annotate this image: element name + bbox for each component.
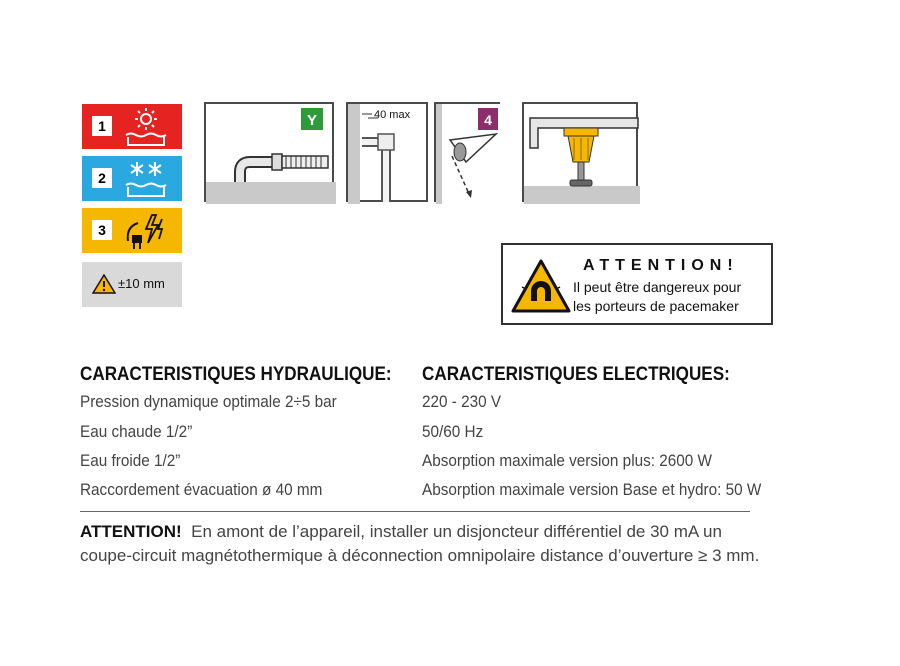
hydraulics-line: Eau froide 1/2” (80, 451, 181, 470)
hydraulics-heading: CARACTERISTIQUES HYDRAULIQUE: (80, 364, 392, 385)
pacemaker-warning-box (501, 243, 773, 325)
divider (80, 511, 750, 512)
hose-tag: Y (306, 112, 318, 129)
warning-line-1: Il peut être dangereux pour (573, 279, 742, 295)
angle-tag: 4 (484, 112, 492, 128)
electric-badge (82, 208, 182, 253)
electrics-line: Absorption maximale version Base et hydro: 50 W (422, 480, 762, 499)
cold-water-icon (122, 159, 170, 199)
note-text: En amont de l’appareil, installer un disjoncteur différentiel de 30 mA un coupe-circuit magnétothermique à déconnection omnipolaire distance d’ouverture ≥ 3 mm. (80, 522, 760, 565)
hydraulics-line: Pression dynamique optimale 2÷5 bar (80, 392, 337, 411)
hydraulics-line: Eau chaude 1/2” (80, 422, 193, 441)
viewing-angle-diagram (434, 102, 500, 202)
electric-plug-icon (122, 211, 170, 251)
electrics-heading: CARACTERISTIQUES ELECTRIQUES: (422, 364, 730, 385)
tolerance-text: ±10 mm (118, 276, 165, 291)
warning-icon (92, 274, 116, 294)
cold-water-badge (82, 156, 182, 201)
hose-connection-diagram (204, 102, 334, 202)
hot-water-icon (122, 107, 170, 147)
tolerance-badge (82, 262, 182, 307)
hot-water-badge (82, 104, 182, 149)
note-label: ATTENTION! (80, 522, 182, 541)
electrics-line: 50/60 Hz (422, 422, 484, 441)
badge-number: 3 (92, 220, 112, 240)
drain-label: 40 max (374, 109, 411, 121)
drain-height-diagram (346, 102, 428, 202)
warning-line-2: les porteurs de pacemaker (573, 298, 739, 314)
installation-note (80, 520, 760, 568)
magnet-warning-icon (511, 259, 571, 313)
badge-number: 1 (92, 116, 112, 136)
warning-title: ATTENTION! (583, 257, 739, 274)
leveling-foot-diagram (522, 102, 638, 202)
hydraulics-line: Raccordement évacuation ø 40 mm (80, 480, 323, 499)
electrics-line: 220 - 230 V (422, 392, 502, 411)
electrics-line: Absorption maximale version plus: 2600 W (422, 451, 712, 470)
badge-number: 2 (92, 168, 112, 188)
